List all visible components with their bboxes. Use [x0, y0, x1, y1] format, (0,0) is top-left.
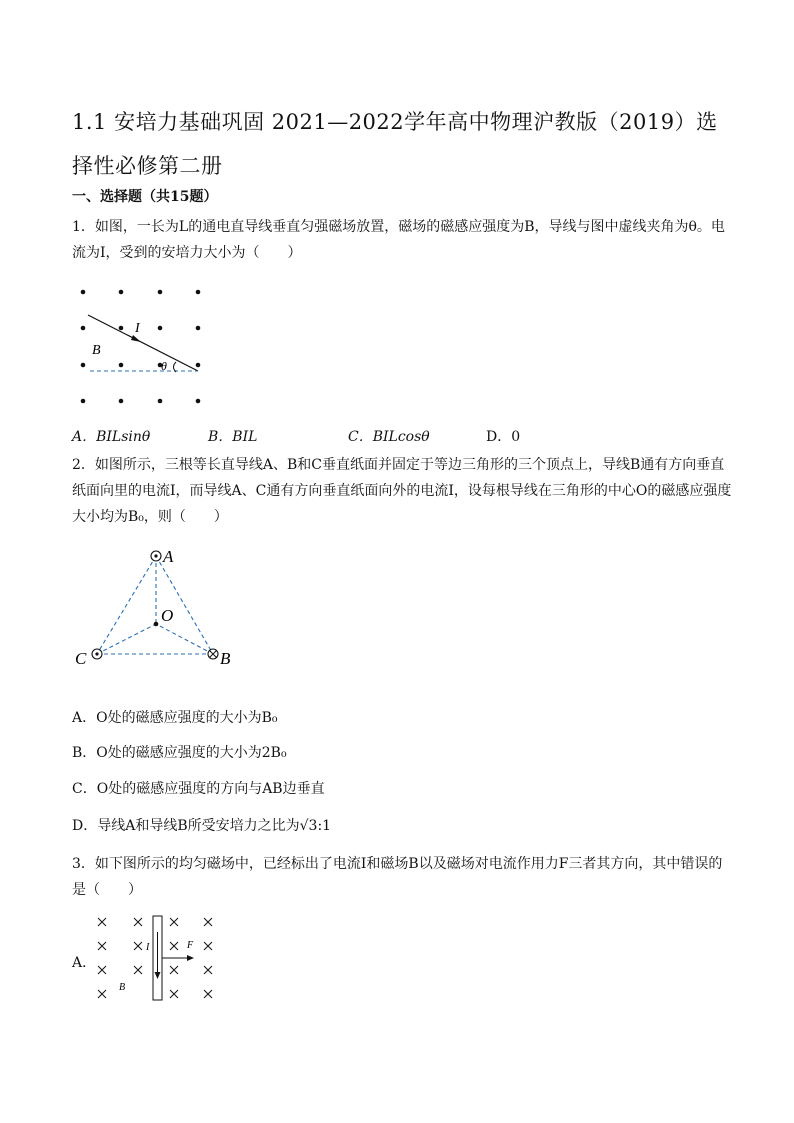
label-B: B: [119, 982, 126, 993]
q3-option-a-figure: [92, 912, 222, 1007]
section-heading: 一、选择题（共15题）: [72, 189, 218, 205]
q2-option-a: A．O处的磁感应强度的大小为B₀: [72, 710, 278, 726]
current-arrow-icon: [131, 335, 141, 342]
force-right-arrow-icon: [187, 955, 194, 961]
label-I: I: [146, 942, 150, 953]
document-title: 1.1 安培力基础巩固 2021—2022学年高中物理沪教版（2019）选择性必修第二册: [72, 110, 718, 178]
q2-figure: [72, 544, 242, 674]
wire-b-in-icon: [208, 649, 218, 659]
label-F: F: [187, 940, 194, 951]
label-A: A: [163, 547, 174, 566]
question-2-stem: 2．如图所示，三根等长直导线A、B和C垂直纸面并固定于等边三角形的三个顶点上，导线B通有方向垂直纸面向里的电流I，而导线A、C通有方向垂直纸面向外的电流I，设每根导线在三角形的中心O的磁感应强度大小均为B₀，则（ ）: [72, 457, 732, 525]
q2-option-b: B．O处的磁感应强度的大小为2B₀: [72, 745, 287, 761]
label-C: C: [75, 649, 87, 668]
triangle-dashed-lines: [97, 556, 213, 654]
q1-option-b: B．BIL: [208, 429, 258, 445]
q3-option-a-label: A．: [72, 955, 97, 971]
question-3-stem: 3．如下图所示的均匀磁场中，已经标出了电流I和磁场B以及磁场对电流作用力F三者其方向，其中错误的是（ ）: [72, 856, 723, 898]
q2-option-c: C．O处的磁感应强度的方向与AB边垂直: [72, 781, 325, 797]
q2-option-d: D．导线A和导线B所受安培力之比为√3:1: [72, 818, 332, 834]
wire-line: [88, 315, 198, 371]
wire-a-out-icon: [151, 551, 161, 561]
label-O: O: [161, 606, 174, 625]
q1-option-c: C．BILcosθ: [348, 429, 430, 445]
q1-figure: [70, 282, 220, 412]
label-B: B: [220, 649, 231, 668]
q1-option-a: A．BILsinθ: [72, 429, 151, 445]
question-1-stem: 1．如图，一长为L的通电直导线垂直匀强磁场放置，磁场的磁感应强度为B，导线与图中虚线夹角为θ。电流为I，受到的安培力大小为（ ）: [72, 219, 725, 261]
label-B: B: [92, 343, 101, 358]
wire-c-out-icon: [92, 649, 102, 659]
q1-option-d: D．0: [486, 429, 521, 445]
label-I: I: [135, 321, 140, 336]
label-theta: θ: [161, 359, 167, 373]
center-point: [154, 622, 159, 627]
